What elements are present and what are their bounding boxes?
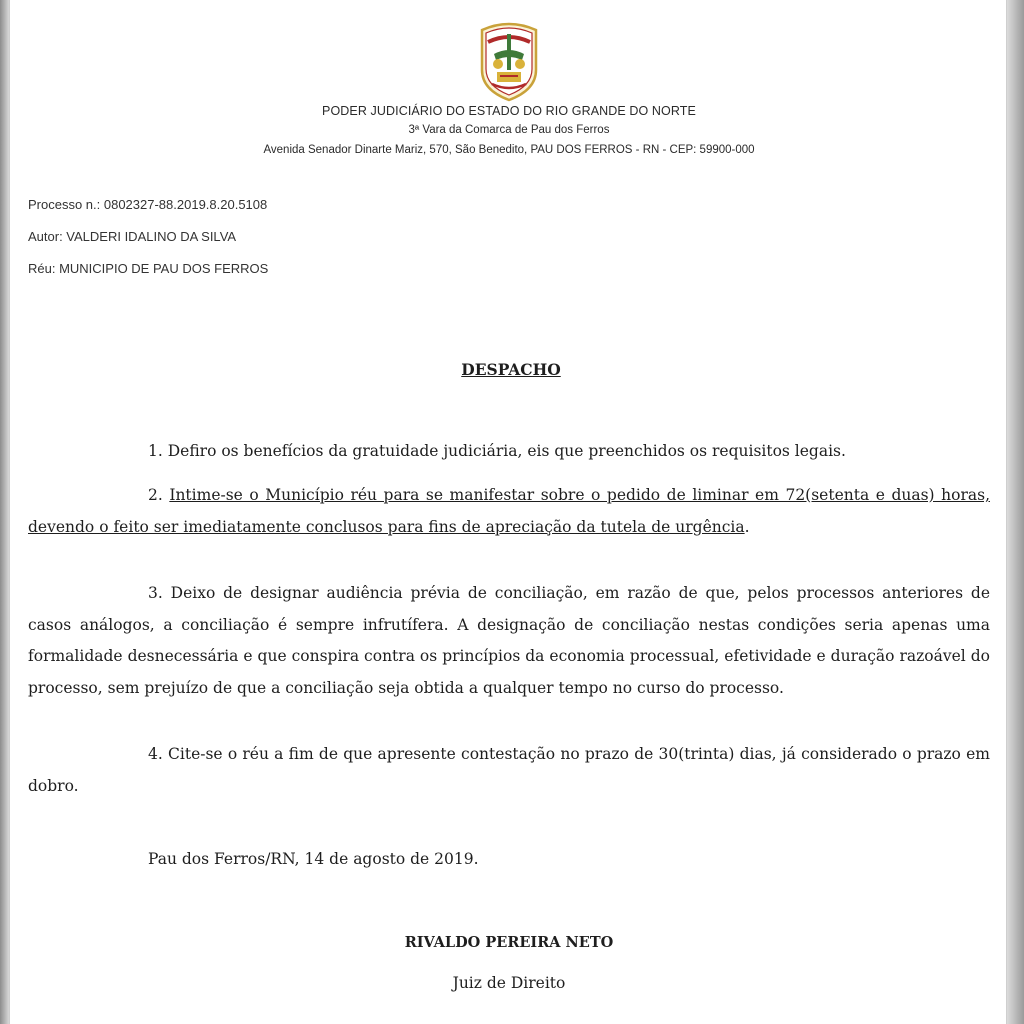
paragraph-4: 4. Cite-se o réu a fim de que apresente contestação no prazo de 30(trinta) dias, já considerado o prazo em dobro. [28,745,990,795]
document-page [9,0,1007,1024]
paragraph-2-number: 2. [148,486,170,504]
author-line: Autor: VALDERI IDALINO DA SILVA [28,229,237,244]
signer-name: RIVALDO PEREIRA NETO [404,934,614,951]
defendant-line: Réu: MUNICIPIO DE PAU DOS FERROS [28,261,269,276]
paragraph-1: 1. Defiro os benefícios da gratuidade judiciária, eis que preenchidos os requisitos legais. [148,442,846,460]
court-name: 3ª Vara da Comarca de Pau dos Ferros [408,124,610,136]
signer-role: Juiz de Direito [452,974,566,992]
paragraph-2 [28,480,990,543]
paragraph-2-underlined-text: Intime-se o Município réu para se manifestar sobre o pedido de liminar em 72(setenta e duas) horas, devendo o feito ser imediatamente conclusos para fins de apreciação da tutela de urgência [28,486,990,536]
court-address: Avenida Senador Dinarte Mariz, 570, São Benedito, PAU DOS FERROS - RN - CEP: 59900-000 [263,144,755,156]
paragraph-3: 3. Deixo de designar audiência prévia de conciliação, em razão de que, pelos processos anteriores de casos análogos, a conciliação é sempre infrutífera. A designação de conciliação nestas condições seria apenas uma formalidade desnecessária e que conspira contra os princípios da economia processual, efetividade e duração razoável do processo, sem prejuízo de que a conciliação seja obtida a qualquer tempo no curso do processo. [28,584,990,697]
court-seal-logo [476,20,542,102]
left-page-edge [0,0,9,1024]
right-page-edge [1007,0,1024,1024]
document-title: DESPACHO [461,360,561,379]
process-number: Processo n.: 0802327-88.2019.8.20.5108 [28,197,268,212]
paragraph-2-end: . [744,517,750,536]
institution-heading: PODER JUDICIÁRIO DO ESTADO DO RIO GRANDE DO NORTE [322,104,696,118]
place-and-date: Pau dos Ferros/RN, 14 de agosto de 2019. [148,850,479,868]
